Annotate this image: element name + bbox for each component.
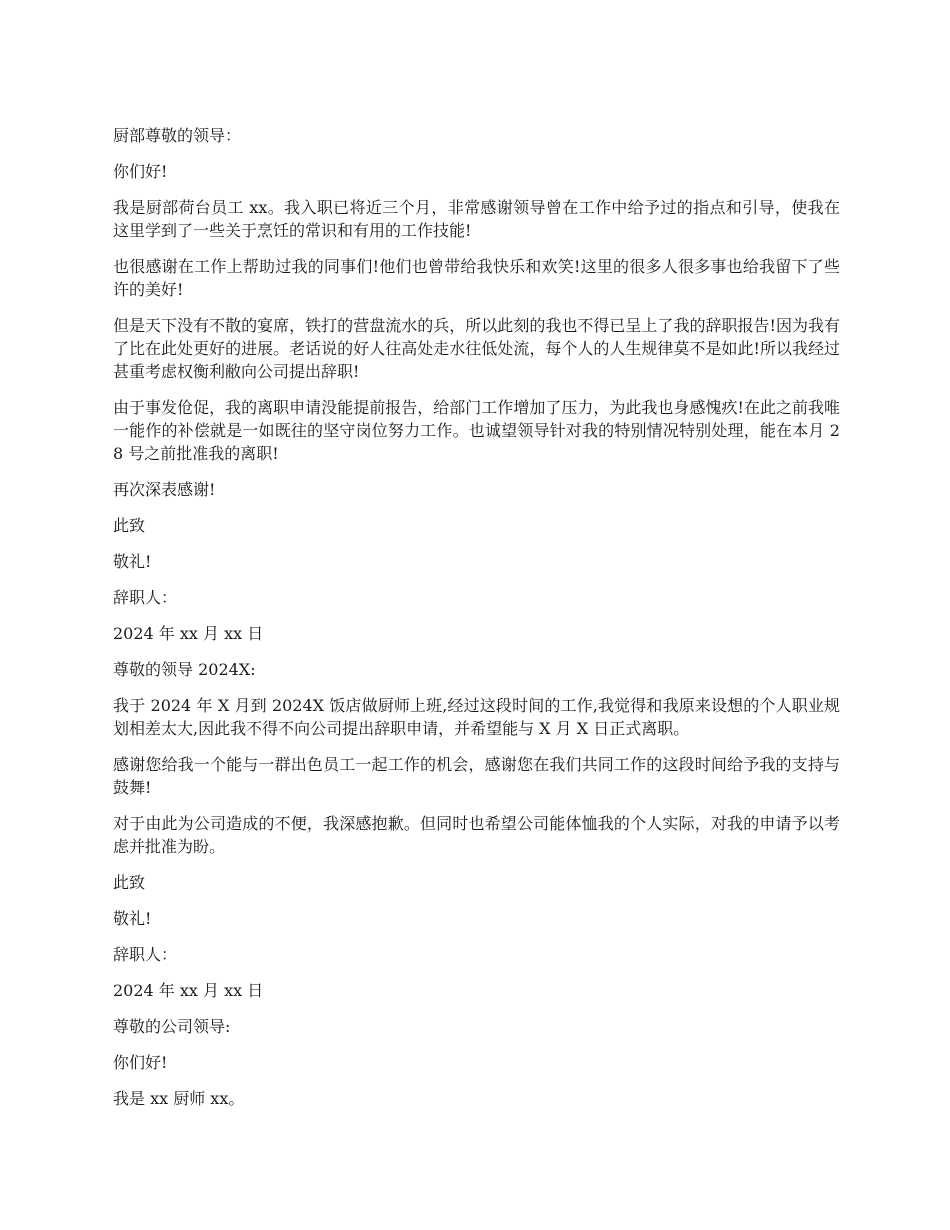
body-paragraph: 但是天下没有不散的宴席，铁打的营盘流水的兵，所以此刻的我也不得已呈上了我的辞职报告!因为我有了比在此处更好的进展。老话说的好人往高处走水往低处流，每个人的人生规律莫不是如此!所以我经过甚重考虑权衡利敝向公司提出辞职!: [113, 316, 840, 381]
salutation-2: 尊敬的领导 2024X:: [113, 660, 256, 679]
thanks-line: 再次深表感谢!: [113, 480, 216, 499]
greeting-1: 你们好!: [113, 162, 168, 181]
signature-line: 辞职人：: [113, 945, 178, 964]
document-body: [113, 124, 840, 1123]
salutation-3: 尊敬的公司领导:: [113, 1017, 231, 1036]
closing-line: 此致: [113, 873, 146, 892]
greeting-3: 你们好!: [113, 1053, 168, 1072]
body-paragraph: 也很感谢在工作上帮助过我的同事们!他们也曾带给我快乐和欢笑!这里的很多人很多事也给我留下了些许的美好!: [113, 257, 840, 299]
body-paragraph: 感谢您给我一个能与一群出色员工一起工作的机会，感谢您在我们共同工作的这段时间给予我的支持与鼓舞!: [113, 755, 840, 797]
salutation-1: 厨部尊敬的领导：: [113, 126, 242, 145]
date-line: 2024 年 xx 月 xx 日: [113, 981, 264, 1000]
signature-line: 辞职人：: [113, 588, 178, 607]
closing-line: 此致: [113, 516, 146, 535]
body-paragraph: 我是 xx 厨师 xx。: [113, 1089, 245, 1108]
body-paragraph: 我是厨部荷台员工 xx。我入职已将近三个月，非常感谢领导曾在工作中给予过的指点和引导，使我在这里学到了一些关于烹饪的常识和有用的工作技能!: [113, 198, 840, 240]
body-paragraph: 我于 2024 年 X 月到 2024X 饭店做厨师上班,经过这段时间的工作,我觉得和我原来设想的个人职业规划相差太大,因此我不得不向公司提出辞职申请，并希望能与 X 月 X 日正式离职。: [113, 696, 840, 738]
date-line: 2024 年 xx 月 xx 日: [113, 624, 264, 643]
closing-salute: 敬礼!: [113, 909, 152, 928]
body-paragraph: 对于由此为公司造成的不便，我深感抱歉。但同时也希望公司能体恤我的个人实际，对我的申请予以考虑并批准为盼。: [113, 814, 840, 856]
body-paragraph: 由于事发伧促，我的离职申请没能提前报告，给部门工作增加了压力，为此我也身感愧疚!在此之前我唯一能作的补偿就是一如既往的坚守岗位努力工作。也诚望领导针对我的特别情况特别处理，能在本月 28 号之前批准我的离职!: [113, 398, 840, 463]
closing-salute: 敬礼!: [113, 552, 152, 571]
